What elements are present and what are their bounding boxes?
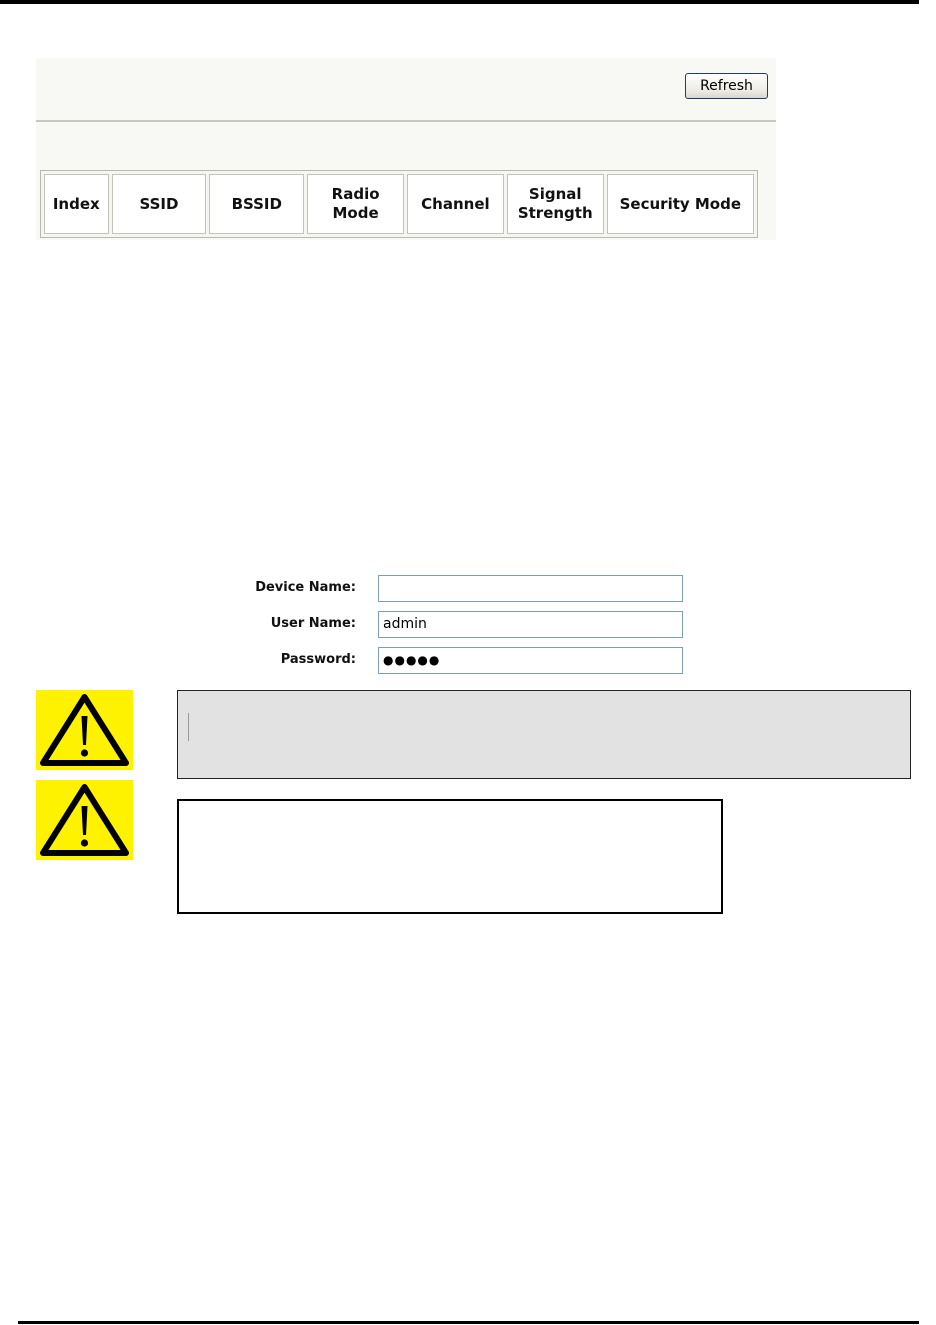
column-header-ssid: SSID	[112, 174, 207, 234]
password-label: Password:	[280, 652, 356, 667]
column-header-security-mode: Security Mode	[607, 174, 754, 234]
table-header-row	[44, 174, 754, 234]
column-header-channel: Channel	[407, 174, 504, 234]
user-name-label: User Name:	[270, 616, 356, 631]
warning-triangle-icon-graphic	[36, 690, 133, 770]
warning-note-box	[177, 690, 911, 779]
user-name-row	[236, 610, 686, 640]
warning-triangle-icon	[36, 780, 133, 860]
warning-triangle-icon-graphic	[36, 780, 133, 860]
password-input[interactable]: ●●●●●	[378, 647, 683, 674]
bottom-rule	[18, 1321, 919, 1324]
user-name-input[interactable]: admin	[378, 611, 683, 638]
device-name-row	[236, 574, 686, 604]
text-cursor	[188, 713, 189, 741]
panel-divider	[36, 120, 776, 122]
caution-note-box	[177, 799, 723, 914]
column-header-radio-mode: Radio Mode	[307, 174, 404, 234]
column-header-signal-strength: Signal Strength	[507, 174, 604, 234]
device-name-input[interactable]	[378, 575, 683, 602]
site-survey-panel	[36, 58, 776, 240]
device-name-label: Device Name:	[255, 580, 356, 595]
column-header-index: Index	[44, 174, 109, 234]
warning-triangle-icon	[36, 690, 133, 770]
refresh-button[interactable]: Refresh	[685, 73, 768, 99]
column-header-bssid: BSSID	[209, 174, 304, 234]
site-survey-table	[40, 170, 758, 238]
top-rule	[0, 0, 919, 4]
password-row	[236, 646, 686, 676]
